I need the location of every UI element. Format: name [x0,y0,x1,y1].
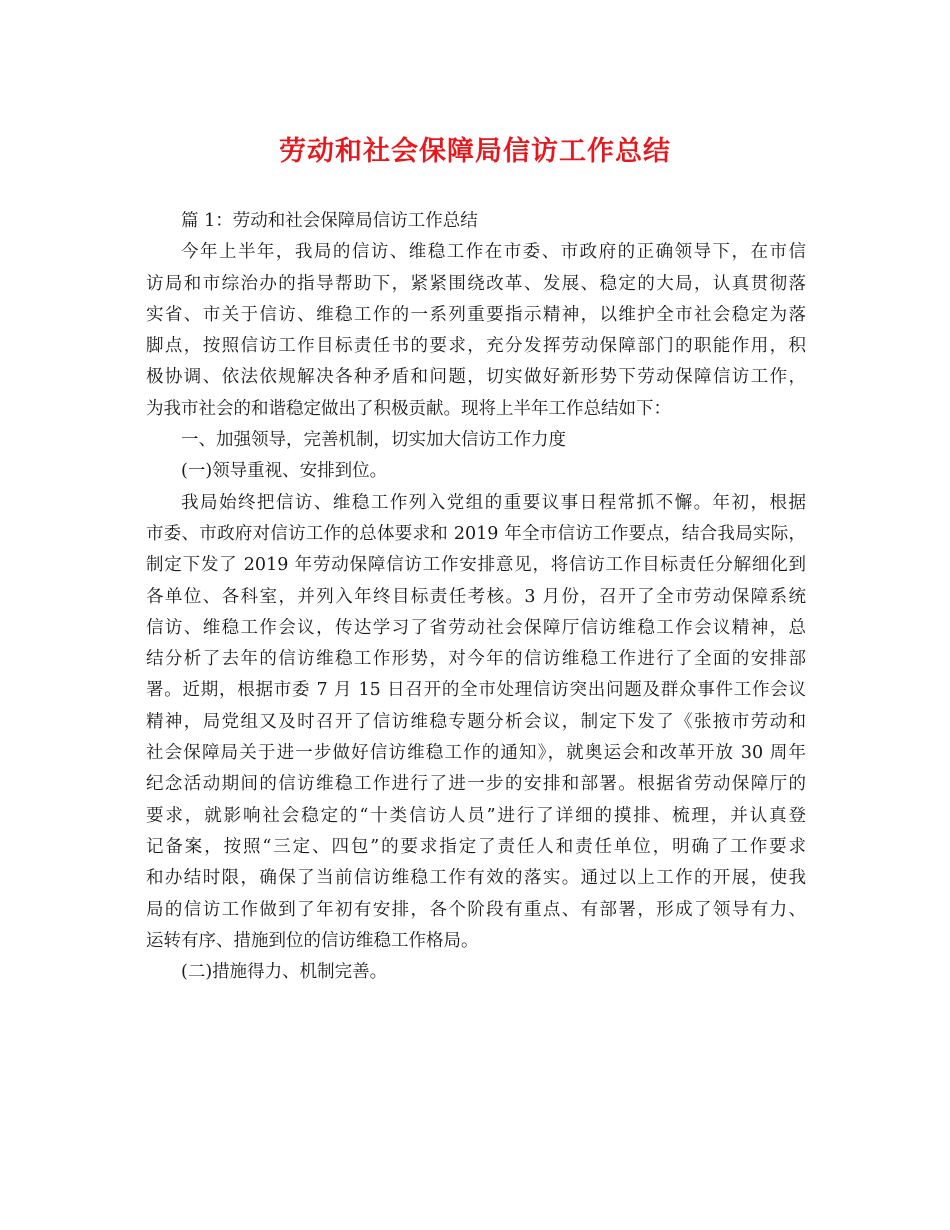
paragraph-line: 精神，局党组又及时召开了信访维稳专题分析会议，制定下发了《张掖市劳动和 [146,711,806,732]
paragraph-line: 社会保障局关于进一步做好信访维稳工作的通知》，就奥运会和改革开放 30 周年 [146,743,806,764]
paragraph-line: 为我市社会的和谐稳定做出了积极贡献。现将上半年工作总结如下： [146,398,671,419]
paragraph-line: 制定下发了 2019 年劳动保障信访工作安排意见，将信访工作目标责任分解细化到 [146,555,806,576]
paragraph-line: 局的信访工作做到了年初有安排，各个阶段有重点、有部署，形成了领导有力、 [146,899,806,920]
paragraph-line: 纪念活动期间的信访维稳工作进行了进一步的安排和部署。根据省劳动保障厅的 [146,774,806,795]
document-body [146,206,806,988]
paragraph-line: 今年上半年，我局的信访、维稳工作在市委、市政府的正确领导下，在市信 [181,242,806,263]
paragraph-line: 各单位、各科室，并列入年终目标责任考核。3 月份，召开了全市劳动保障系统 [146,586,806,607]
subsection-heading: (二)措施得力、机制完善。 [181,962,388,983]
paragraph-line: 访局和市综治办的指导帮助下，紧紧围绕改革、发展、稳定的大局，认真贯彻落 [146,273,806,294]
paragraph-line: 实省、市关于信访、维稳工作的一系列重要指示精神，以维护全市社会稳定为落 [146,304,806,325]
paragraph-line: 结分析了去年的信访维稳工作形势，对今年的信访维稳工作进行了全面的安排部 [146,649,806,670]
paragraph-line: 署。近期，根据市委 7 月 15 日召开的全市处理信访突出问题及群众事件工作会议 [146,680,806,701]
section-heading-part1: 篇 1：劳动和社会保障局信访工作总结 [181,211,478,231]
paragraph-line: 市委、市政府对信访工作的总体要求和 2019 年全市信访工作要点，结合我局实际， [146,523,806,544]
paragraph-line: 极协调、依法依规解决各种矛盾和问题，切实做好新形势下劳动保障信访工作， [146,367,806,388]
paragraph-line: 我局始终把信访、维稳工作列入党组的重要议事日程常抓不懈。年初，根据 [181,492,806,513]
paragraph-line: 和办结时限，确保了当前信访维稳工作有效的落实。通过以上工作的开展，使我 [146,868,806,889]
document-title: 劳动和社会保障局信访工作总结 [279,136,671,167]
paragraph-line: 脚点，按照信访工作目标责任书的要求，充分发挥劳动保障部门的职能作用，积 [146,336,806,357]
paragraph-line: 运转有序、措施到位的信访维稳工作格局。 [146,930,479,951]
paragraph-line: 要求，就影响社会稳定的“十类信访人员”进行了详细的摸排、梳理，并认真登 [146,805,806,826]
paragraph-line: 信访、维稳工作会议，传达学习了省劳动社会保障厅信访维稳工作会议精神，总 [146,617,806,638]
subsection-heading: (一)领导重视、安排到位。 [181,461,388,482]
section-heading: 一、加强领导，完善机制，切实加大信访工作力度 [181,430,566,451]
paragraph-line: 记备案，按照“三定、四包”的要求指定了责任人和责任单位，明确了工作要求 [146,836,806,857]
